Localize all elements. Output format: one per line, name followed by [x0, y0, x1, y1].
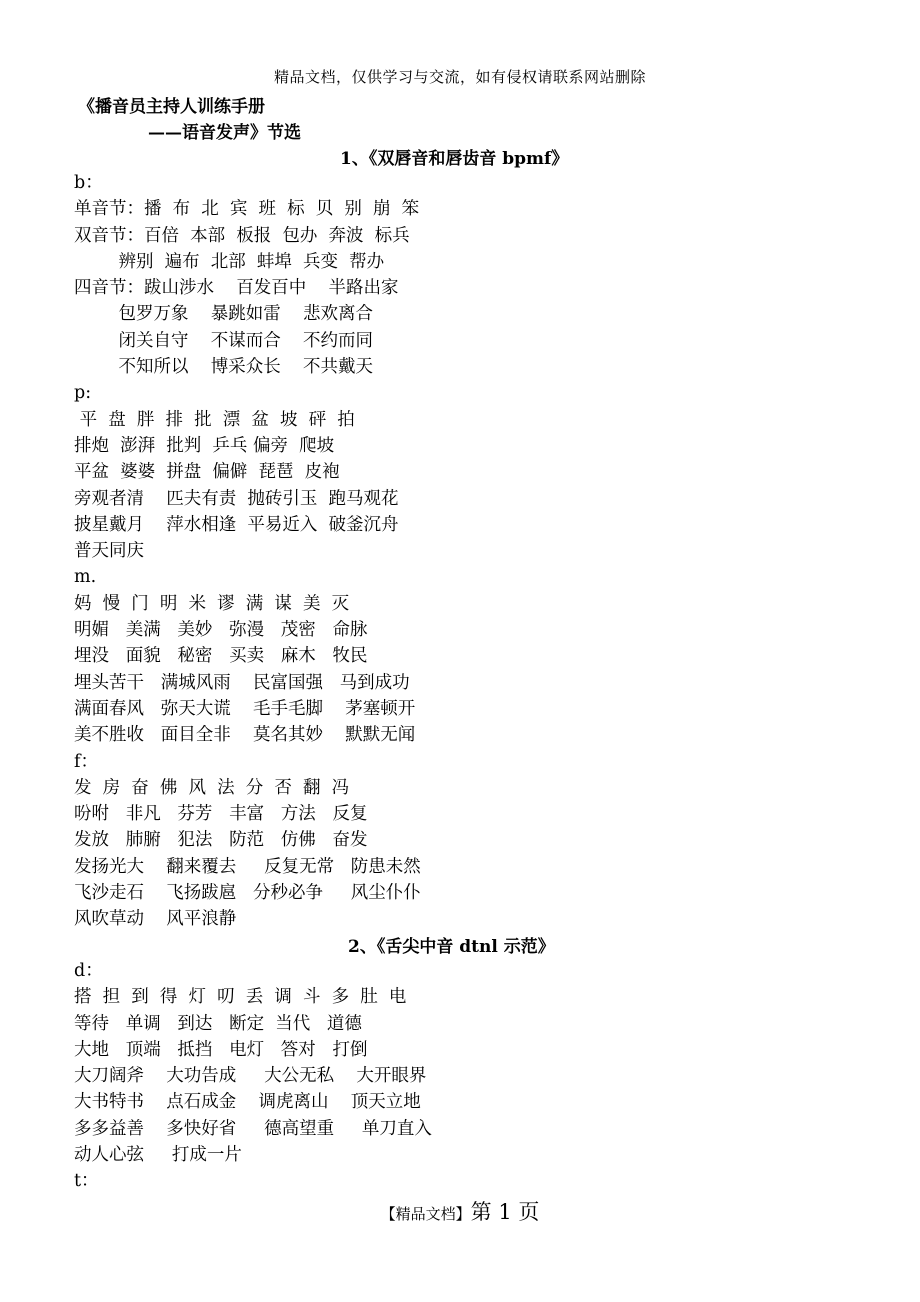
text-line: 披星戴月 萍水相逢 平易近入 破釜沉舟 [74, 514, 399, 535]
text-line: 飞沙走石 飞扬跋扈 分秒必争 风尘仆仆 [74, 883, 421, 904]
text-line: 动人心弦 打成一片 [74, 1145, 242, 1166]
text-line: 发 房 奋 佛 风 法 分 否 翻 冯 [74, 777, 350, 798]
text-line: 平 盘 胖 排 批 漂 盆 坡 砰 拍 [74, 409, 355, 430]
section-heading-1: 1、《双唇音和唇齿音 bpmf》 [340, 149, 569, 169]
text-line: 明媚 美满 美妙 弥漫 茂密 命脉 [74, 620, 368, 641]
text-line: 大地 顶端 抵挡 电灯 答对 打倒 [74, 1039, 368, 1060]
text-line: 包罗万象 暴跳如雷 悲欢离合 [74, 304, 374, 325]
text-line: 满面春风 弥天大谎 毛手毛脚 茅塞顿开 [74, 698, 416, 719]
text-line: 辨别 遍布 北部 蚌埠 兵变 帮办 [74, 251, 385, 272]
text-line: 妈 慢 门 明 米 谬 满 谋 美 灭 [74, 593, 350, 614]
document-title: 《播音员主持人训练手册 [78, 97, 265, 117]
page-number: 第 1 页 [470, 1200, 540, 1224]
section-1-body [74, 170, 854, 933]
text-line: b： [74, 173, 103, 193]
text-line: m. [74, 567, 97, 588]
text-line: 美不胜收 面目全非 莫名其妙 默默无闻 [74, 725, 416, 746]
text-line: 普天同庆 [74, 541, 144, 562]
text-line: 排炮 澎湃 批判 乒乓 偏旁 爬坡 [74, 435, 335, 456]
page-footer [0, 1196, 920, 1226]
text-line: 搭 担 到 得 灯 叨 丢 调 斗 多 肚 电 [74, 987, 407, 1008]
document-subtitle: ——语音发声》节选 [148, 123, 301, 143]
text-line: 风吹草动 风平浪静 [74, 909, 237, 930]
text-line: 四音节：跋山涉水 百发百中 半路出家 [74, 278, 399, 299]
text-line: 不知所以 博采众长 不共戴天 [74, 357, 374, 378]
text-line: 发扬光大 翻来覆去 反复无常 防患未然 [74, 856, 421, 877]
section-heading-2: 2、《舌尖中音 dtnl 示范》 [348, 937, 555, 957]
text-line: 埋没 面貌 秘密 买卖 麻木 牧民 [74, 646, 368, 667]
text-line: 多多益善 多快好省 德高望重 单刀直入 [74, 1118, 432, 1139]
text-line: p: [74, 383, 92, 404]
text-line: t： [74, 1171, 99, 1192]
footer-label: 【精品文档】 [380, 1205, 471, 1223]
text-line: 埋头苦干 满城风雨 民富国强 马到成功 [74, 672, 410, 693]
text-line: d： [74, 961, 103, 981]
text-line: 吩咐 非凡 芬芳 丰富 方法 反复 [74, 804, 368, 825]
text-line: 发放 肺腑 犯法 防范 仿佛 奋发 [74, 830, 368, 851]
text-line: 等待 单调 到达 断定 当代 道德 [74, 1013, 362, 1034]
text-line: f： [74, 751, 98, 772]
text-line: 闭关自守 不谋而合 不约而同 [74, 330, 374, 351]
text-line: 单音节：播 布 北 宾 班 标 贝 别 崩 笨 [74, 199, 420, 220]
text-line: 大书特书 点石成金 调虎离山 顶天立地 [74, 1092, 421, 1113]
text-line: 旁观者清 匹夫有责 抛砖引玉 跑马观花 [74, 488, 399, 509]
text-line: 双音节：百倍 本部 板报 包办 奔波 标兵 [74, 225, 410, 246]
text-line: 平盆 婆婆 拼盘 偏僻 琵琶 皮袍 [74, 462, 340, 483]
section-2-body [74, 958, 854, 1195]
page-header: 精品文档，仅供学习与交流，如有侵权请联系网站删除 [273, 68, 646, 86]
text-line: 大刀阔斧 大功告成 大公无私 大开眼界 [74, 1066, 427, 1087]
